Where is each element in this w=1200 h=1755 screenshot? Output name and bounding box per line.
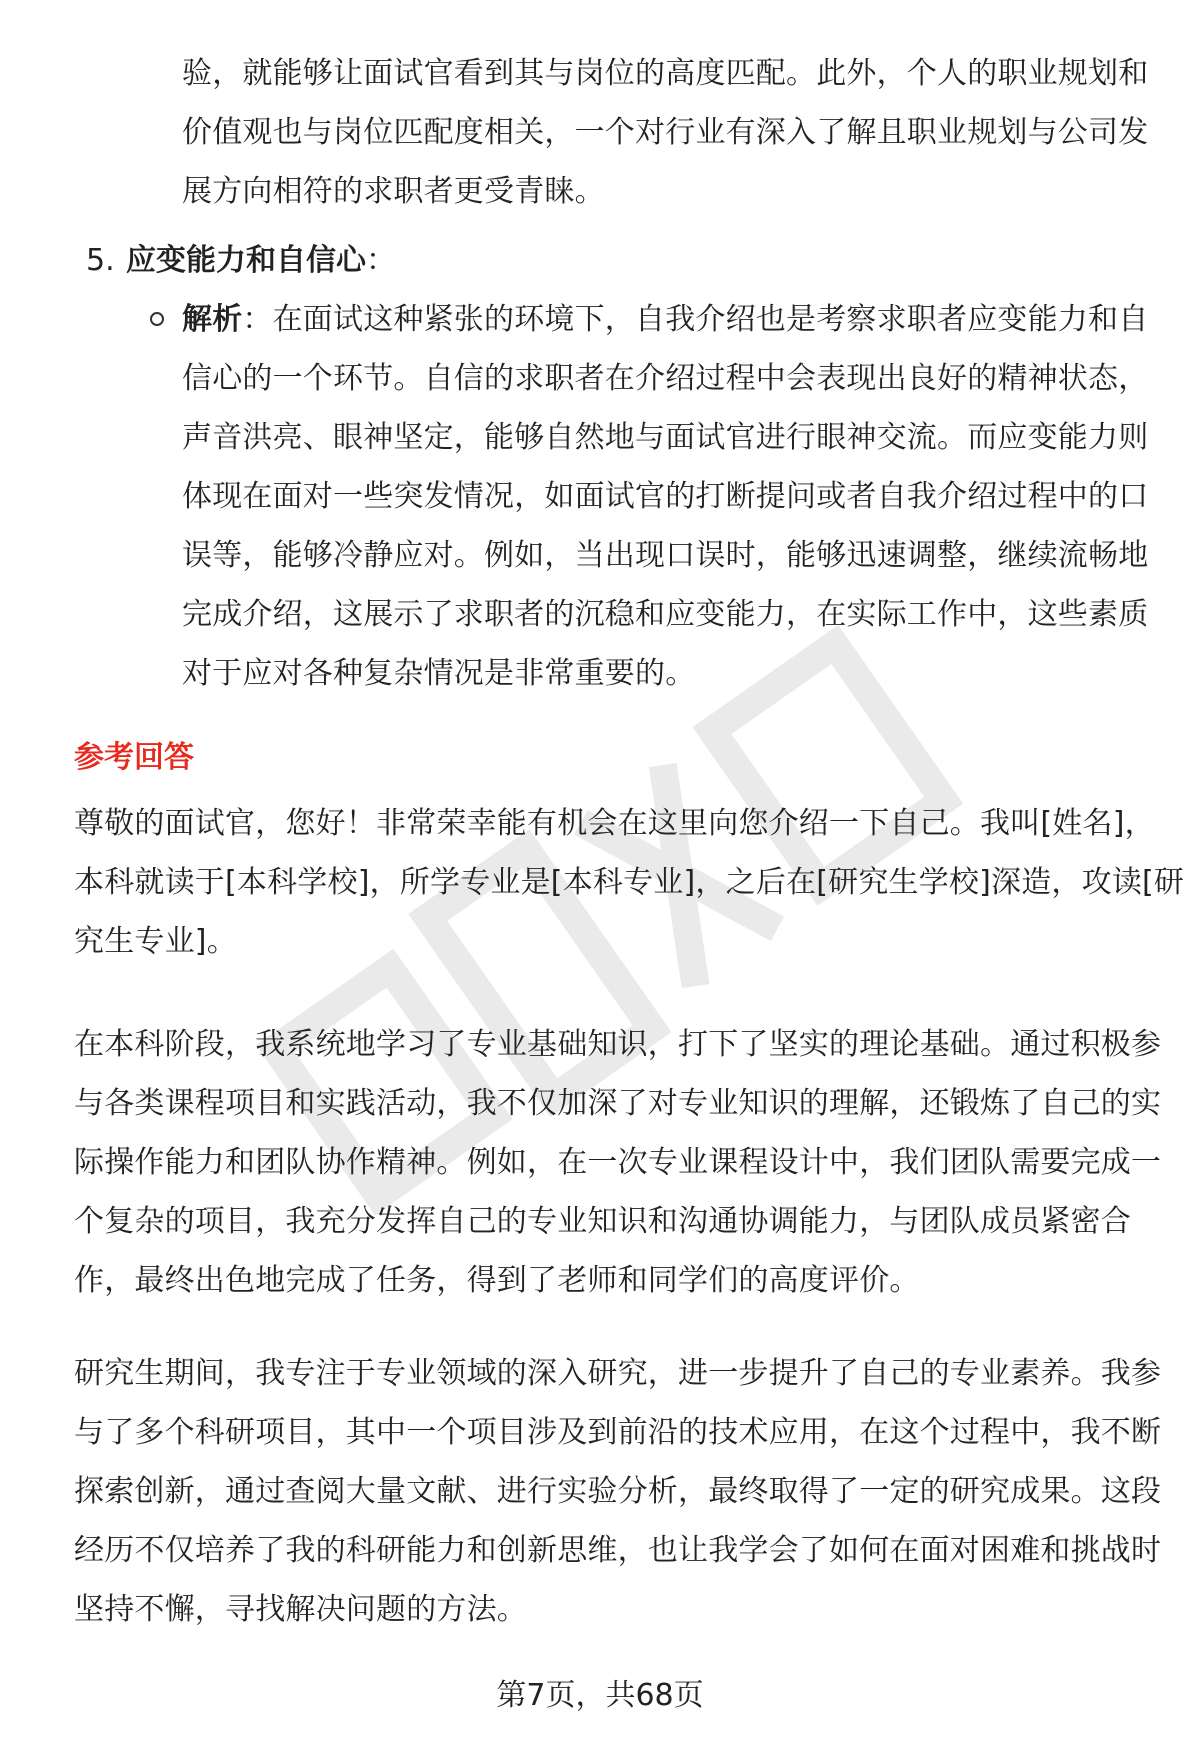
- list-item-5-heading: [86, 231, 396, 290]
- text-line: 完成介绍，这展示了求职者的沉稳和应变能力，在实际工作中，这些素质: [182, 597, 1149, 632]
- text-line: 际操作能力和团队协作精神。例如，在一次专业课程设计中，我们团队需要完成一: [74, 1145, 1162, 1180]
- hollow-circle-bullet-icon: [150, 312, 164, 326]
- text-line: 研究生期间，我专注于专业领域的深入研究，进一步提升了自己的专业素养。我参: [74, 1356, 1162, 1391]
- text-line: 与了多个科研项目，其中一个项目涉及到前沿的技术应用，在这个过程中，我不断: [74, 1415, 1162, 1450]
- text-line: 误等，能够冷静应对。例如，当出现口误时，能够迅速调整，继续流畅地: [182, 538, 1149, 573]
- text-line: 价值观也与岗位匹配度相关，一个对行业有深入了解且职业规划与公司发: [182, 115, 1149, 150]
- text-line: 验，就能够让面试官看到其与岗位的高度匹配。此外，个人的职业规划和: [182, 56, 1149, 91]
- analysis-first-line: ：在面试这种紧张的环境下，自我介绍也是考察求职者应变能力和自: [242, 302, 1149, 337]
- text-line: 声音洪亮、眼神坚定，能够自然地与面试官进行眼神交流。而应变能力则: [182, 420, 1149, 455]
- text-line: 对于应对各种复杂情况是非常重要的。: [182, 656, 696, 691]
- reference-paragraph-1: [74, 794, 1185, 971]
- text-line: 体现在面对一些突发情况，如面试官的打断提问或者自我介绍过程中的口: [182, 479, 1149, 514]
- text-line: 展方向相符的求职者更受青睐。: [182, 174, 605, 209]
- list-item-title: 应变能力和自信心: [126, 243, 366, 278]
- reference-paragraph-3: [74, 1344, 1162, 1639]
- text-line: [182, 290, 1149, 349]
- text-line: 本科就读于[本科学校]，所学专业是[本科专业]，之后在[研究生学校]深造，攻读[研: [74, 865, 1185, 900]
- text-line: 在本科阶段，我系统地学习了专业基础知识，打下了坚实的理论基础。通过积极参: [74, 1027, 1162, 1062]
- text-line: 究生专业]。: [74, 924, 237, 959]
- text-line: 信心的一个环节。自信的求职者在介绍过程中会表现出良好的精神状态，: [182, 361, 1149, 396]
- text-line: 尊敬的面试官，您好！非常荣幸能有机会在这里向您介绍一下自己。我叫[姓名]，: [74, 806, 1155, 841]
- text-line: 经历不仅培养了我的科研能力和创新思维，也让我学会了如何在面对困难和挑战时: [74, 1533, 1162, 1568]
- text-line: 坚持不懈，寻找解决问题的方法。: [74, 1592, 527, 1627]
- analysis-text: [182, 290, 1149, 703]
- text-line: 与各类课程项目和实践活动，我不仅加深了对专业知识的理解，还锻炼了自己的实: [74, 1086, 1162, 1121]
- list-item-colon: ：: [366, 243, 396, 278]
- page-number-footer: 第7页，共68页: [496, 1678, 704, 1713]
- continued-item-text: [182, 44, 1149, 221]
- text-line: 个复杂的项目，我充分发挥自己的专业知识和沟通协调能力，与团队成员紧密合: [74, 1204, 1131, 1239]
- list-number: 5.: [86, 243, 115, 278]
- text-line: 探索创新，通过查阅大量文献、进行实验分析，最终取得了一定的研究成果。这段: [74, 1474, 1162, 1509]
- analysis-label: 解析: [182, 302, 243, 337]
- reference-answer-title: 参考回答: [74, 740, 194, 775]
- text-line: 作，最终出色地完成了任务，得到了老师和同学们的高度评价。: [74, 1263, 920, 1298]
- reference-paragraph-2: [74, 1015, 1162, 1310]
